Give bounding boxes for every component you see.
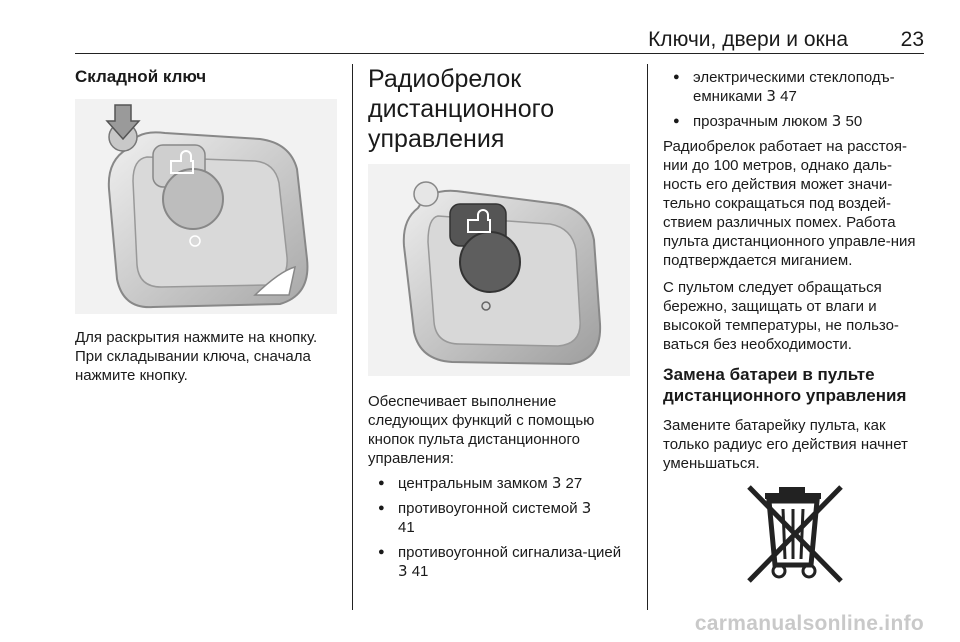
care-paragraph: С пультом следует обращаться бережно, защищать от влаги и высокой температуры, не пользо-ваться без необходимости.: [663, 279, 899, 353]
cross-reference-icon: 3: [398, 562, 408, 580]
column-divider-1: [352, 64, 353, 610]
cross-reference-icon: 3: [766, 87, 776, 105]
bullet-central-lock: ● центральным замком 3 27: [368, 474, 638, 493]
watermark: carmanualsonline.info: [694, 612, 924, 635]
crossed-out-bin-icon: [741, 483, 851, 585]
bullet-power-windows: ● электрическими стеклоподъ-емниками 3 47: [663, 68, 933, 106]
column-2: [368, 64, 638, 581]
cross-reference-icon: 3: [831, 112, 842, 130]
cross-reference-icon: 3: [551, 474, 562, 492]
folding-key-caption: Для раскрытия нажмите на кнопку. При складывании ключа, сначала нажмите кнопку.: [75, 329, 318, 384]
folding-key-heading: Складной ключ: [75, 67, 207, 86]
bullet-anti-theft-system: ● противоугонной системой 3 41: [368, 499, 608, 537]
column-3: [663, 64, 928, 585]
page-number: 23: [900, 28, 924, 51]
battery-replacement-heading: Замена батареи в пульте дистанционного управления: [663, 365, 907, 405]
remote-control-heading: Радиобрелок дистанционного управления: [368, 65, 555, 153]
column-divider-2: [647, 64, 648, 610]
range-paragraph: Радиобрелок работает на расстоя-нии до 100 метров, однако даль-ность его действия может значи-тельно сокращаться под воздей-ствием различных помех. Работа пульта дистанционного управле-ния подтверждается миганием.: [663, 138, 916, 269]
header-title: Ключи, двери и окна: [648, 28, 848, 51]
cross-reference-icon: 3: [581, 499, 592, 517]
bullet-anti-theft-alarm: ● противоугонной сигнализа-цией 3 41: [368, 543, 626, 581]
battery-paragraph: Замените батарейку пульта, как только радиус его действия начнет уменьшаться.: [663, 417, 908, 472]
column-1: [75, 64, 345, 385]
remote-key-illustration: [368, 164, 630, 376]
folding-key-illustration: [75, 99, 337, 314]
remote-intro: Обеспечивает выполнение следующих функций с помощью кнопок пульта дистанционного управления:: [368, 393, 595, 467]
header-rule: [75, 53, 924, 54]
bullet-sunroof: ● прозрачным люком 3 50: [663, 112, 928, 131]
